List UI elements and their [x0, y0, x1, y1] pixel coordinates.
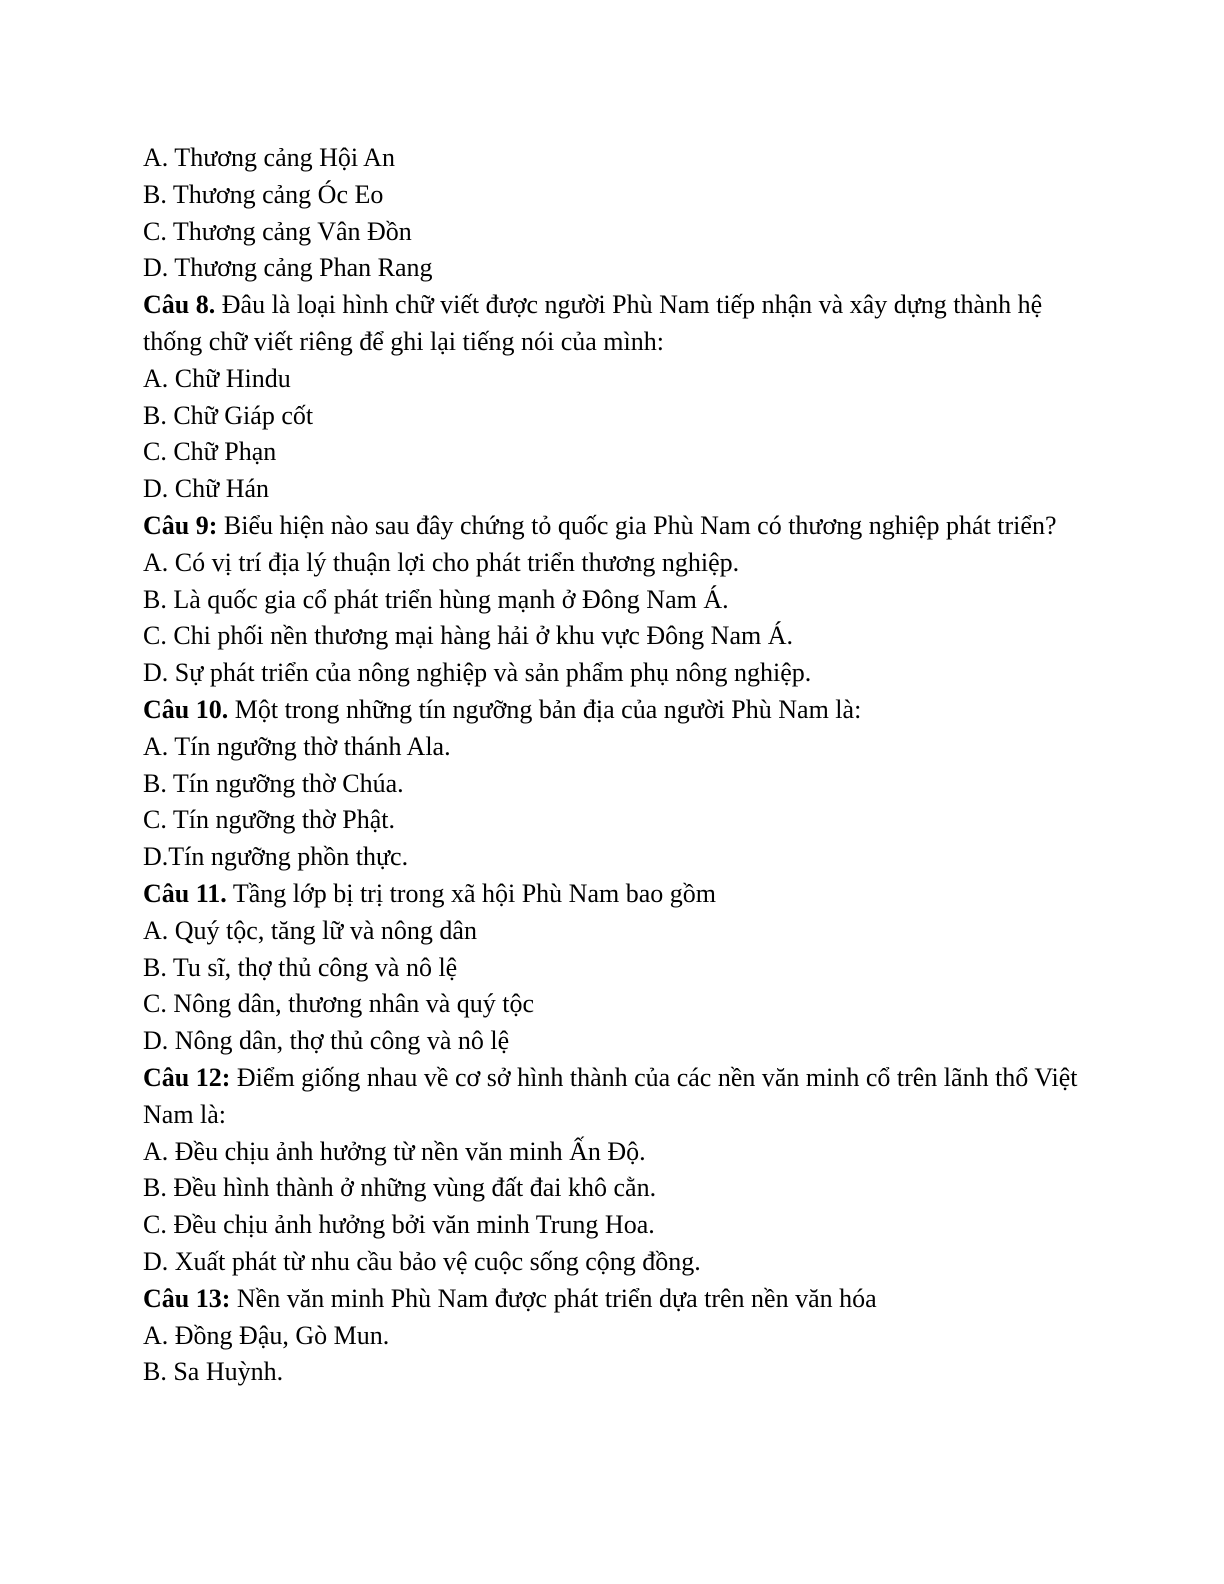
question-10-label: Câu 10. [143, 694, 229, 724]
q12-option-a: A. Đều chịu ảnh hưởng từ nền văn minh Ấn Độ. [143, 1136, 646, 1166]
q11-option-d: D. Nông dân, thợ thủ công và nô lệ [143, 1026, 510, 1056]
question-12-label: Câu 12: [143, 1062, 231, 1092]
q9-option-c: C. Chi phối nền thương mại hàng hải ở khu vực Đông Nam Á. [143, 621, 793, 651]
question-11 [143, 876, 1083, 913]
question-11-label: Câu 11. [143, 878, 227, 908]
question-13-text: Nền văn minh Phù Nam được phát triển dựa trên nền văn hóa [230, 1283, 877, 1313]
q9-option-b: B. Là quốc gia cổ phát triển hùng mạnh ở Đông Nam Á. [143, 584, 729, 614]
question-8 [143, 287, 1083, 361]
q7-option-d: D. Thương cảng Phan Rang [143, 253, 433, 283]
question-10 [143, 692, 1083, 729]
q7-option-c: C. Thương cảng Vân Đồn [143, 216, 412, 246]
q8-option-a: A. Chữ Hindu [143, 363, 291, 393]
q12-option-b: B. Đều hình thành ở những vùng đất đai khô cằn. [143, 1173, 657, 1203]
document-page [143, 140, 1083, 1391]
q9-option-a: A. Có vị trí địa lý thuận lợi cho phát triển thương nghiệp. [143, 547, 740, 577]
q8-option-b: B. Chữ Giáp cốt [143, 400, 314, 430]
q12-option-c: C. Đều chịu ảnh hưởng bởi văn minh Trung Hoa. [143, 1210, 655, 1240]
q11-option-b: B. Tu sĩ, thợ thủ công và nô lệ [143, 952, 458, 982]
q10-option-c: C. Tín ngưỡng thờ Phật. [143, 805, 396, 835]
q10-option-b: B. Tín ngưỡng thờ Chúa. [143, 768, 404, 798]
question-13-label: Câu 13: [143, 1283, 231, 1313]
q11-option-a: A. Quý tộc, tăng lữ và nông dân [143, 915, 477, 945]
question-8-text: Đâu là loại hình chữ viết được người Phù Nam tiếp nhận và xây dựng thành hệ thống chữ viết riêng để ghi lại tiếng nói của mình: [143, 290, 1043, 356]
q13-option-b: B. Sa Huỳnh. [143, 1357, 284, 1387]
q9-option-d: D. Sự phát triển của nông nghiệp và sản phẩm phụ nông nghiệp. [143, 658, 812, 688]
question-12 [143, 1060, 1083, 1134]
question-11-text: Tầng lớp bị trị trong xã hội Phù Nam bao gồm [226, 878, 716, 908]
q8-option-c: C. Chữ Phạn [143, 437, 277, 467]
q10-option-d: D.Tín ngưỡng phồn thực. [143, 842, 409, 872]
q12-option-d: D. Xuất phát từ nhu cầu bảo vệ cuộc sống cộng đồng. [143, 1246, 701, 1276]
q10-option-a: A. Tín ngưỡng thờ thánh Ala. [143, 731, 451, 761]
q7-option-b: B. Thương cảng Óc Eo [143, 179, 384, 209]
q7-option-a: A. Thương cảng Hội An [143, 143, 395, 172]
q8-option-d: D. Chữ Hán [143, 474, 270, 504]
question-12-text: Điểm giống nhau về cơ sở hình thành của các nền văn minh cổ trên lãnh thổ Việt Nam là: [143, 1062, 1078, 1129]
question-9-text: Biểu hiện nào sau đây chứng tỏ quốc gia Phù Nam có thương nghiệp phát triển? [217, 510, 1057, 540]
q11-option-c: C. Nông dân, thương nhân và quý tộc [143, 989, 535, 1019]
question-10-text: Một trong những tín ngưỡng bản địa của người Phù Nam là: [228, 694, 862, 724]
question-8-label: Câu 8. [143, 290, 216, 320]
question-13 [143, 1281, 1083, 1318]
question-9-label: Câu 9: [143, 510, 218, 540]
q13-option-a: A. Đồng Đậu, Gò Mun. [143, 1320, 390, 1350]
question-9 [143, 508, 1083, 545]
